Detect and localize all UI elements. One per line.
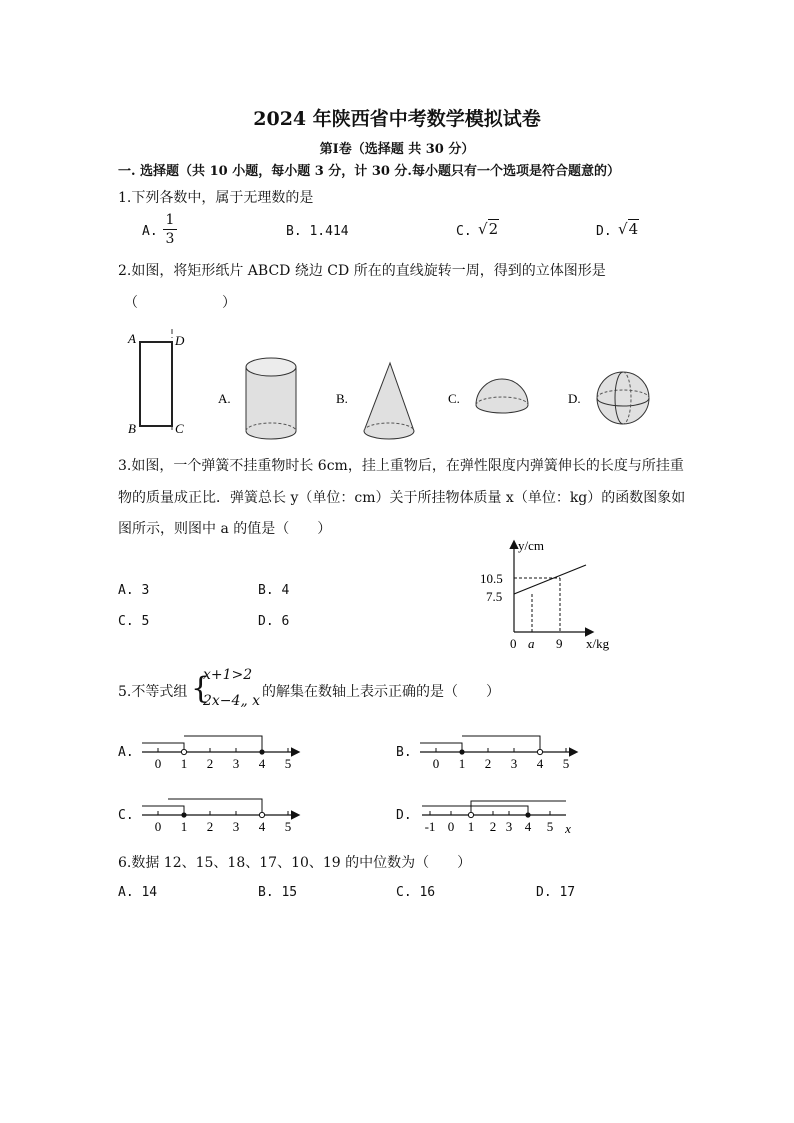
vertex-label-b: B bbox=[128, 421, 136, 436]
q3-stem-line1: 3.如图，一个弹簧不挂重物时长 6cm，挂上重物后，在弹性限度内弹簧伸长的长度与所挂重 bbox=[118, 458, 684, 474]
section-heading: 一. 选择题（共 10 小题，每小题 3 分，计 30 分.每小题只有一个选项是符合题意的） bbox=[118, 164, 620, 179]
tick-label: 1 bbox=[458, 756, 466, 771]
ray-x-le-4 bbox=[184, 736, 262, 752]
graph-tick-9: 9 bbox=[556, 636, 563, 651]
graph-ylabel: y/cm bbox=[518, 538, 544, 553]
tick-label: 4 bbox=[524, 819, 532, 834]
tick-label: 5 bbox=[546, 819, 554, 834]
tick-label: 1 bbox=[180, 756, 188, 771]
q3-option-b: B. 4 bbox=[258, 583, 290, 598]
q2-option-c-label: C. bbox=[448, 391, 460, 406]
tick-label: -1 bbox=[424, 819, 436, 834]
radicand: 2 bbox=[488, 220, 499, 238]
open-dot-4 bbox=[537, 749, 542, 754]
q1-option-a-label: A. bbox=[142, 224, 158, 239]
q5-option-b-label: B. bbox=[396, 745, 412, 760]
number-line-a bbox=[138, 730, 308, 774]
filled-dot-1 bbox=[459, 749, 464, 754]
tick-label: 5 bbox=[284, 819, 292, 834]
q1-option-b: B. 1.414 bbox=[286, 224, 349, 239]
tick-label: 3 bbox=[510, 756, 518, 771]
q6-stem: 6.数据 12、15、18、17、10、19 的中位数为（ ） bbox=[118, 855, 472, 871]
tick-label: 0 bbox=[154, 756, 162, 771]
tick-label: 0 bbox=[432, 756, 440, 771]
q5-inequality-1: x+1>2 bbox=[203, 667, 253, 683]
vertex-label-a: A bbox=[128, 331, 136, 346]
vertex-label-d: D bbox=[175, 333, 185, 348]
q2-answer-paren: （ ） bbox=[124, 295, 236, 311]
q3-stem-line3: 图所示，则图中 a 的值是（ ） bbox=[118, 521, 332, 537]
ray-left bbox=[422, 806, 528, 815]
cone-figure bbox=[364, 363, 414, 439]
fraction-bar bbox=[163, 229, 177, 230]
tick-label: 3 bbox=[505, 819, 513, 834]
q5-prefix: 5.不等式组 bbox=[118, 684, 188, 700]
open-dot-1 bbox=[468, 812, 473, 817]
q3-function-graph bbox=[474, 534, 624, 654]
q5-suffix: 的解集在数轴上表示正确的是（ ） bbox=[262, 684, 500, 700]
graph-tick-7-5: 7.5 bbox=[486, 589, 503, 604]
q1-option-a-fraction bbox=[163, 212, 177, 247]
graph-origin: 0 bbox=[510, 636, 517, 651]
q2-stem: 2.如图，将矩形纸片 ABCD 绕边 CD 所在的直线旋转一周，得到的立体图形是 bbox=[118, 263, 606, 279]
q2-option-d-label: D. bbox=[568, 391, 581, 406]
q5-option-c-label: C. bbox=[118, 808, 134, 823]
hemisphere-figure bbox=[476, 379, 528, 413]
q3-option-c: C. 5 bbox=[118, 614, 150, 629]
radical-sign: √ bbox=[618, 220, 628, 238]
tick-label: 0 bbox=[447, 819, 455, 834]
q3-option-a: A. 3 bbox=[118, 583, 150, 598]
filled-dot-4 bbox=[259, 749, 264, 754]
fraction-denominator: 3 bbox=[165, 231, 175, 247]
q3-option-d: D. 6 bbox=[258, 614, 290, 629]
tick-label: 1 bbox=[180, 819, 188, 834]
q2-option-a-label: A. bbox=[218, 391, 231, 406]
tick-label: 5 bbox=[562, 756, 570, 771]
q1-option-c-label: C. bbox=[456, 224, 472, 239]
radical-sign: √ bbox=[478, 220, 488, 238]
cylinder-figure bbox=[246, 358, 296, 439]
system-brace: { bbox=[191, 671, 211, 706]
open-dot-1 bbox=[181, 749, 186, 754]
sphere-figure bbox=[597, 372, 649, 424]
number-line-b bbox=[416, 730, 586, 774]
q1-stem: 1.下列各数中，属于无理数的是 bbox=[118, 190, 314, 206]
tick-label: 4 bbox=[258, 819, 266, 834]
ray-right bbox=[168, 799, 262, 815]
tick-label: 4 bbox=[258, 756, 266, 771]
paper-subtitle: 第Ⅰ卷（选择题 共 30 分） bbox=[319, 142, 475, 157]
ray-x-gt-1 bbox=[142, 743, 184, 752]
open-dot-4 bbox=[259, 812, 264, 817]
number-line-d bbox=[416, 793, 586, 837]
q5-inequality-2: 2x−4„ x bbox=[203, 693, 261, 709]
q5-option-d-label: D. bbox=[396, 808, 412, 823]
q6-option-d: D. 17 bbox=[536, 885, 576, 900]
ray-right bbox=[471, 801, 566, 815]
rectangle-abcd-figure bbox=[127, 329, 185, 436]
graph-tick-a: a bbox=[528, 636, 535, 651]
q2-option-b-label: B. bbox=[336, 391, 348, 406]
tick-label: 3 bbox=[232, 819, 240, 834]
radicand: 4 bbox=[628, 220, 639, 238]
q6-option-a: A. 14 bbox=[118, 885, 158, 900]
q3-stem-line2: 物的质量成正比．弹簧总长 y（单位：cm）关于所挂物体质量 x（单位：kg）的函数图象如 bbox=[118, 490, 686, 506]
tick-label: 3 bbox=[232, 756, 240, 771]
tick-label: 2 bbox=[484, 756, 492, 771]
tick-label: 5 bbox=[284, 756, 292, 771]
ray-right bbox=[462, 736, 540, 752]
page-title: 2024 年陕西省中考数学模拟试卷 bbox=[253, 108, 541, 130]
tick-label: 0 bbox=[154, 819, 162, 834]
filled-dot-4 bbox=[525, 812, 530, 817]
graph-tick-10-5: 10.5 bbox=[480, 571, 503, 586]
q6-option-c: C. 16 bbox=[396, 885, 436, 900]
q1-option-c-radical bbox=[478, 220, 499, 238]
graph-xlabel: x/kg bbox=[586, 636, 610, 651]
function-line bbox=[514, 565, 586, 594]
tick-label: 1 bbox=[467, 819, 475, 834]
q2-figures bbox=[118, 325, 678, 445]
filled-dot-1 bbox=[181, 812, 186, 817]
q6-option-b: B. 15 bbox=[258, 885, 298, 900]
number-line-c bbox=[138, 793, 308, 837]
fraction-numerator: 1 bbox=[165, 212, 175, 228]
vertex-label-c: C bbox=[175, 421, 184, 436]
tick-label: 2 bbox=[489, 819, 497, 834]
ray-left bbox=[142, 806, 184, 815]
ray-left bbox=[420, 743, 462, 752]
q5-option-a-label: A. bbox=[118, 745, 134, 760]
axis-variable-x: x bbox=[565, 821, 571, 836]
q1-option-d-radical bbox=[618, 220, 639, 238]
tick-label: 2 bbox=[206, 819, 214, 834]
tick-label: 2 bbox=[206, 756, 214, 771]
tick-label: 4 bbox=[536, 756, 544, 771]
q1-option-d-label: D. bbox=[596, 224, 612, 239]
